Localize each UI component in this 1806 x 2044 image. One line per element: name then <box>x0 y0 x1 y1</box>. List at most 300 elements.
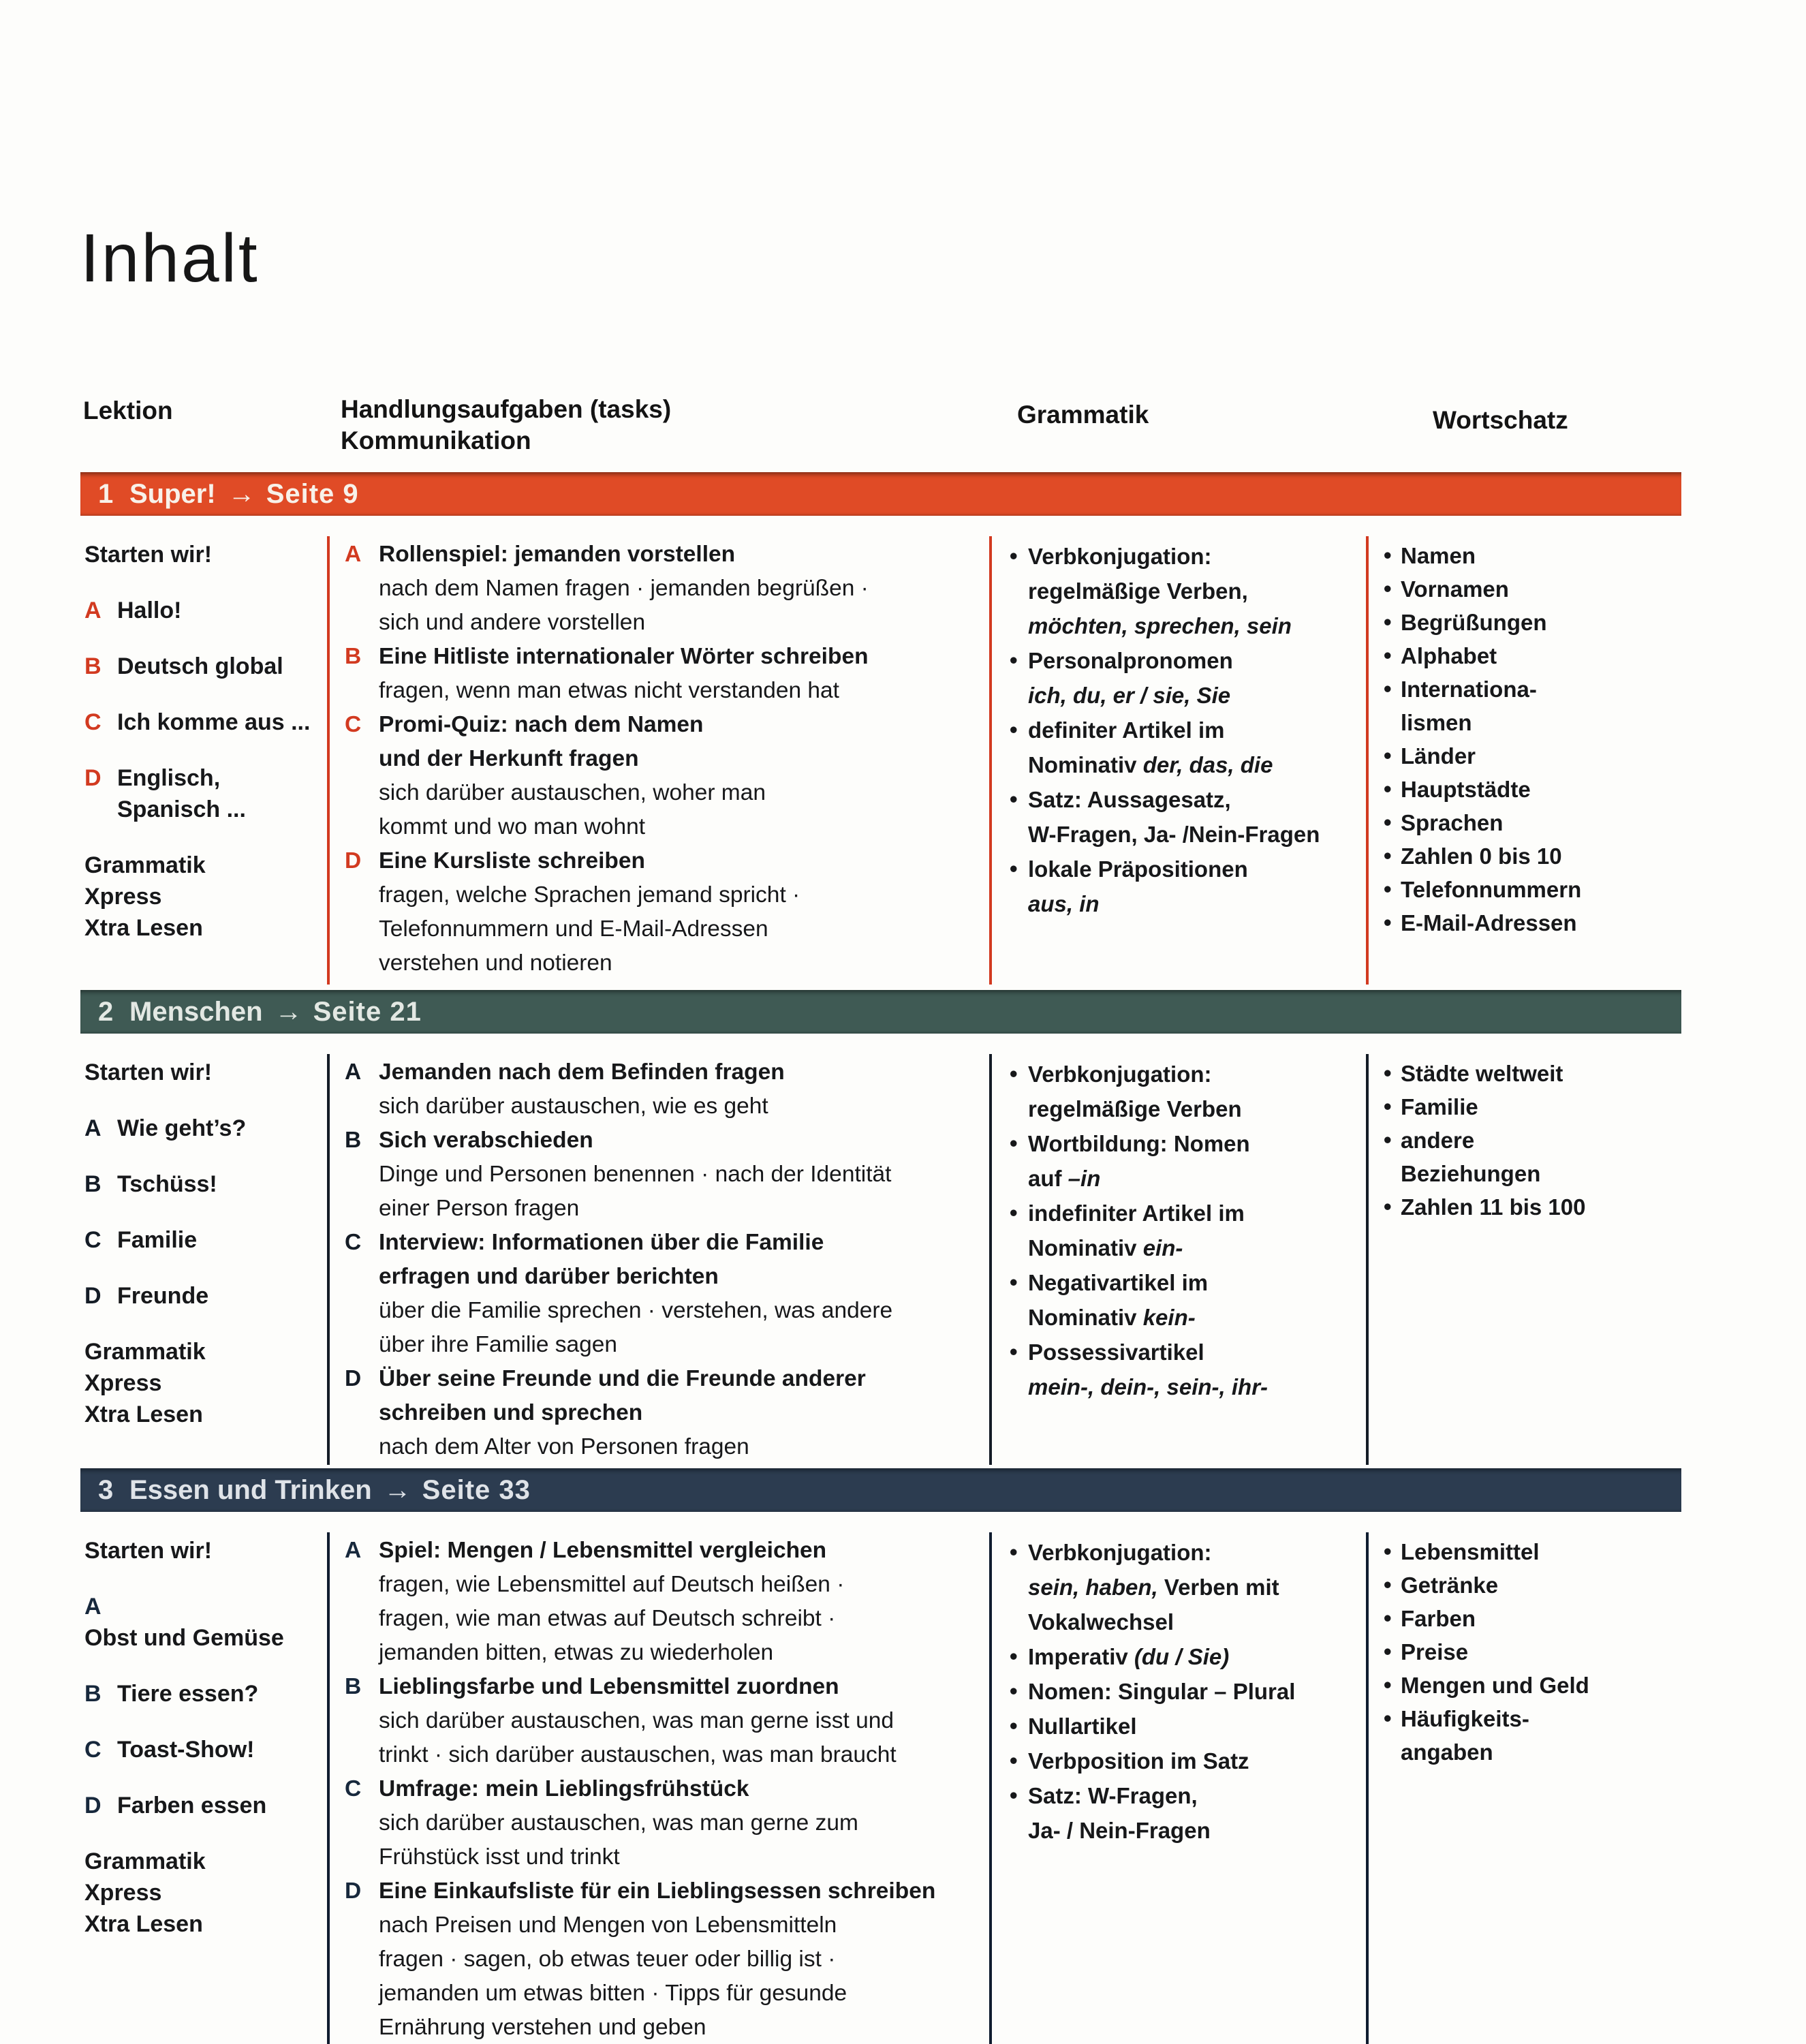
wortschatz-item <box>1384 906 1679 940</box>
bullet-icon: • <box>1010 786 1018 811</box>
wortschatz-line: Begrüßungen <box>1401 610 1547 635</box>
bullet-icon: • <box>1384 642 1392 668</box>
grammatik-item <box>1010 1639 1360 1674</box>
task-line: fragen, wie Lebensmittel auf Deutsch heißen · <box>379 1572 845 1597</box>
wortschatz-item <box>1384 1669 1679 1702</box>
task-letter: C <box>345 1776 362 1801</box>
bullet-icon: • <box>1010 1061 1018 1086</box>
lektion-label: Starten wir! <box>84 1059 213 1085</box>
lektion-item <box>84 1336 316 1430</box>
lektion-letter: B <box>84 653 102 679</box>
task-letter: D <box>345 1878 362 1904</box>
task-item <box>345 1670 982 1772</box>
bullet-icon: • <box>1010 1130 1018 1156</box>
task-letter: A <box>345 1059 362 1085</box>
task-letter: A <box>345 542 362 567</box>
grammatik-line <box>1028 782 1360 817</box>
grammatik-line <box>1028 1091 1360 1126</box>
grammatik-line <box>1028 852 1360 886</box>
grammatik-item <box>1010 1057 1360 1126</box>
section-grid <box>80 1512 1681 2044</box>
grammatik-line <box>1028 539 1360 574</box>
task-line: fragen, wenn man etwas nicht verstanden hat <box>379 678 839 703</box>
task-letter: B <box>345 1128 362 1153</box>
task-line: Interview: Informationen über die Familie <box>379 1230 824 1255</box>
text-segment: Negativartikel im <box>1028 1270 1209 1295</box>
bullet-icon: • <box>1384 843 1392 868</box>
lektion-item <box>84 1591 316 1654</box>
section-number: 3 <box>98 1474 114 1505</box>
wortschatz-line: andere <box>1401 1128 1475 1153</box>
bullet-icon: • <box>1010 1713 1018 1738</box>
column-header-lektion: Lektion <box>83 397 173 424</box>
grammatik-item <box>1010 1196 1360 1265</box>
grammatik-line <box>1028 1570 1360 1605</box>
wortschatz-item <box>1384 773 1679 806</box>
text-segment: Ja- / Nein-Fragen <box>1028 1818 1211 1843</box>
column-header-wortschatz: Wortschatz <box>1433 406 1568 434</box>
wortschatz-item <box>1384 1568 1679 1602</box>
grammatik-column <box>989 1054 1366 1465</box>
lektion-item <box>84 1057 316 1088</box>
lektion-label: Familie <box>117 1227 198 1253</box>
wortschatz-item <box>1384 672 1679 739</box>
wortschatz-line: Häufigkeits- <box>1401 1706 1529 1731</box>
tasks-column <box>327 1532 989 2044</box>
wortschatz-column <box>1366 1054 1681 1465</box>
lektion-item <box>84 1790 316 1821</box>
wortschatz-item <box>1384 1057 1679 1090</box>
lektion-label: Grammatik Xpress Xtra Lesen <box>84 1848 206 1937</box>
wortschatz-item <box>1384 606 1679 639</box>
text-segment: Verbposition im Satz <box>1028 1748 1249 1774</box>
bullet-icon: • <box>1010 1643 1018 1669</box>
bullet-icon: • <box>1384 1538 1392 1564</box>
task-line: sich darüber austauschen, woher man <box>379 780 766 805</box>
wortschatz-line: Preise <box>1401 1639 1469 1664</box>
grammatik-line <box>1028 574 1360 608</box>
lektion-label: Farben essen <box>117 1793 267 1818</box>
lektion-item <box>84 651 316 682</box>
task-line: erfragen und darüber berichten <box>379 1264 719 1289</box>
wortschatz-line: Mengen und Geld <box>1401 1673 1589 1698</box>
bullet-icon: • <box>1384 609 1392 634</box>
grammatik-line <box>1028 643 1360 678</box>
text-segment: Nominativ <box>1028 1305 1143 1330</box>
lektion-item <box>84 539 316 570</box>
grammatik-line <box>1028 886 1360 921</box>
text-segment: Verbkonjugation: <box>1028 1540 1212 1565</box>
grammatik-line <box>1028 1605 1360 1639</box>
wortschatz-line: Vornamen <box>1401 576 1509 602</box>
text-segment: Vokalwechsel <box>1028 1609 1174 1635</box>
bullet-icon: • <box>1384 809 1392 835</box>
section-bar <box>80 472 1681 516</box>
task-line: Dinge und Personen benennen · nach der Identität <box>379 1162 892 1187</box>
tasks-column <box>327 1054 989 1465</box>
wortschatz-line: Internationa- <box>1401 677 1537 702</box>
grammatik-line <box>1028 1335 1360 1369</box>
arrow-icon: → <box>228 478 255 509</box>
lektion-item <box>84 1113 316 1144</box>
grammatik-line <box>1028 817 1360 852</box>
task-item <box>345 1362 982 1464</box>
task-item <box>345 1772 982 1874</box>
section-page: Seite 9 <box>266 478 359 509</box>
lektion-letter: D <box>84 1793 102 1818</box>
wortschatz-item <box>1384 572 1679 606</box>
grammatik-line <box>1028 1639 1360 1674</box>
grammatik-line <box>1028 1674 1360 1709</box>
section-grid <box>80 1034 1681 1465</box>
task-item <box>345 1534 982 1670</box>
lektion-label: Grammatik Xpress Xtra Lesen <box>84 1339 206 1427</box>
grammatik-line <box>1028 747 1360 782</box>
task-line: Umfrage: mein Lieblingsfrühstück <box>379 1776 749 1801</box>
lektion-letter: A <box>84 1594 102 1620</box>
text-segment: Satz: W-Fragen, <box>1028 1783 1198 1808</box>
task-line: jemanden bitten, etwas zu wiederholen <box>379 1640 774 1665</box>
bullet-icon: • <box>1384 1572 1392 1597</box>
bullet-icon: • <box>1384 876 1392 901</box>
bullet-icon: • <box>1010 856 1018 881</box>
lektion-label: Deutsch global <box>117 653 283 679</box>
bullet-icon: • <box>1010 647 1018 672</box>
lektion-label: Grammatik Xpress Xtra Lesen <box>84 852 206 941</box>
lektion-item <box>84 1846 316 1940</box>
lektion-label: Tiere essen? <box>117 1681 259 1707</box>
bullet-icon: • <box>1010 1200 1018 1225</box>
task-line: Sich verabschieden <box>379 1128 593 1153</box>
grammatik-item <box>1010 1778 1360 1848</box>
task-line: Eine Einkaufsliste für ein Lieblingsessen schreiben <box>379 1878 936 1904</box>
bullet-icon: • <box>1010 1269 1018 1295</box>
lektion-item <box>84 595 316 626</box>
text-segment: Personalpronomen <box>1028 648 1233 673</box>
grammatik-item <box>1010 1535 1360 1639</box>
task-line: schreiben und sprechen <box>379 1400 643 1425</box>
text-segment: Nominativ <box>1028 1235 1143 1260</box>
wortschatz-item <box>1384 1190 1679 1224</box>
lektion-label: Hallo! <box>117 598 182 623</box>
lektion-item <box>84 707 316 738</box>
task-item <box>345 1055 982 1124</box>
wortschatz-item <box>1384 739 1679 773</box>
wortschatz-line: Zahlen 11 bis 100 <box>1401 1194 1586 1220</box>
bullet-icon: • <box>1010 1782 1018 1808</box>
task-item <box>345 538 982 640</box>
wortschatz-item <box>1384 1602 1679 1635</box>
lektion-letter: B <box>84 1681 102 1707</box>
bullet-icon: • <box>1010 543 1018 568</box>
wortschatz-line: angaben <box>1401 1739 1493 1765</box>
lektion-column <box>80 1532 327 2044</box>
grammatik-item <box>1010 643 1360 713</box>
text-segment: Verbkonjugation: <box>1028 544 1212 569</box>
task-line: Lieblingsfarbe und Lebensmittel zuordnen <box>379 1674 839 1699</box>
text-segment: indefiniter Artikel im <box>1028 1201 1245 1226</box>
task-line: sich darüber austauschen, was man gerne isst und <box>379 1708 894 1733</box>
wortschatz-column <box>1366 1532 1681 2044</box>
lektion-label: Freunde <box>117 1283 209 1309</box>
task-line: nach dem Namen fragen · jemanden begrüßen · <box>379 576 869 601</box>
section-number: 1 <box>98 478 114 509</box>
arrow-icon: → <box>275 996 302 1027</box>
lektion-label: Toast-Show! <box>117 1737 255 1763</box>
task-line: Rollenspiel: jemanden vorstellen <box>379 542 736 567</box>
wortschatz-line: lismen <box>1401 710 1472 735</box>
bullet-icon: • <box>1010 1339 1018 1364</box>
wortschatz-line: E-Mail-Adressen <box>1401 910 1577 935</box>
grammatik-column <box>989 1532 1366 2044</box>
bullet-icon: • <box>1384 743 1392 768</box>
bullet-icon: • <box>1010 1539 1018 1564</box>
lesson-section <box>80 472 1681 985</box>
task-line: jemanden um etwas bitten · Tipps für gesunde <box>379 1981 847 2006</box>
wortschatz-item <box>1384 839 1679 873</box>
wortschatz-line: Zahlen 0 bis 10 <box>1401 843 1562 869</box>
section-grid <box>80 516 1681 985</box>
bullet-icon: • <box>1384 676 1392 701</box>
task-line: Über seine Freunde und die Freunde anderer <box>379 1366 866 1391</box>
wortschatz-line: Beziehungen <box>1401 1161 1541 1186</box>
task-line: verstehen und notieren <box>379 950 612 976</box>
bullet-icon: • <box>1010 1748 1018 1773</box>
arrow-icon: → <box>384 1474 411 1505</box>
page-title: Inhalt <box>80 220 260 296</box>
bullet-icon: • <box>1010 717 1018 742</box>
lektion-letter: C <box>84 709 102 735</box>
lektion-label: Starten wir! <box>84 542 213 568</box>
task-line: trinkt · sich darüber austauschen, was man braucht <box>379 1742 897 1767</box>
bullet-icon: • <box>1384 1705 1392 1731</box>
lektion-item <box>84 1224 316 1256</box>
grammatik-line <box>1028 1778 1360 1813</box>
wortschatz-item <box>1384 1535 1679 1568</box>
wortschatz-item <box>1384 1090 1679 1124</box>
wortschatz-line: Alphabet <box>1401 643 1497 668</box>
grammatik-line <box>1028 678 1360 713</box>
wortschatz-item <box>1384 639 1679 672</box>
text-segment: Verben mit <box>1164 1575 1279 1600</box>
task-letter: B <box>345 1674 362 1699</box>
task-letter: C <box>345 712 362 737</box>
bullet-icon: • <box>1384 1639 1392 1664</box>
lektion-label: Englisch, Spanisch ... <box>117 765 246 822</box>
lektion-item <box>84 762 316 825</box>
grammatik-line <box>1028 1265 1360 1300</box>
task-line: Frühstück isst und trinkt <box>379 1844 620 1870</box>
task-line: sich darüber austauschen, wie es geht <box>379 1094 768 1119</box>
task-item <box>345 1124 982 1226</box>
lesson-section <box>80 990 1681 1465</box>
bullet-icon: • <box>1384 1127 1392 1152</box>
section-bar <box>80 1468 1681 1512</box>
task-letter: C <box>345 1230 362 1255</box>
grammatik-line <box>1028 1057 1360 1091</box>
text-segment: mein-, dein-, sein-, ihr- <box>1028 1374 1268 1399</box>
bullet-icon: • <box>1384 1194 1392 1219</box>
bullet-icon: • <box>1384 910 1392 935</box>
task-line: über die Familie sprechen · verstehen, was andere <box>379 1298 893 1323</box>
task-letter: D <box>345 1366 362 1391</box>
column-header-grammatik: Grammatik <box>1017 401 1149 429</box>
wortschatz-item <box>1384 1702 1679 1769</box>
section-number: 2 <box>98 996 114 1027</box>
lektion-item <box>84 1535 316 1566</box>
grammatik-line <box>1028 1709 1360 1744</box>
section-page: Seite 33 <box>422 1474 531 1505</box>
text-segment: Imperativ <box>1028 1644 1134 1669</box>
text-segment: definiter Artikel im <box>1028 717 1225 743</box>
task-line: fragen, wie man etwas auf Deutsch schreibt · <box>379 1606 836 1631</box>
grammatik-line <box>1028 1813 1360 1848</box>
lektion-letter: C <box>84 1227 102 1253</box>
text-segment: auf <box>1028 1166 1068 1191</box>
grammatik-line <box>1028 1369 1360 1404</box>
bullet-icon: • <box>1384 1672 1392 1697</box>
text-segment: (du / Sie) <box>1134 1644 1230 1669</box>
text-segment: Satz: Aussagesatz, <box>1028 787 1231 812</box>
bullet-icon: • <box>1384 542 1392 568</box>
grammatik-item <box>1010 539 1360 643</box>
text-segment: der, das, die <box>1142 752 1273 777</box>
task-item <box>345 708 982 844</box>
column-header-tasks <box>341 394 671 456</box>
section-page: Seite 21 <box>313 996 422 1027</box>
wortschatz-line: Hauptstädte <box>1401 777 1531 802</box>
lektion-item <box>84 1678 316 1709</box>
grammatik-line <box>1028 1300 1360 1335</box>
text-segment: möchten, sprechen, sein <box>1028 613 1292 638</box>
task-letter: D <box>345 848 362 873</box>
grammatik-item <box>1010 1744 1360 1778</box>
bullet-icon: • <box>1384 1060 1392 1085</box>
task-line: sich darüber austauschen, was man gerne zum <box>379 1810 858 1836</box>
lektion-letter: A <box>84 1115 102 1141</box>
lektion-column <box>80 1054 327 1465</box>
wortschatz-item <box>1384 539 1679 572</box>
grammatik-line <box>1028 608 1360 643</box>
lektion-item <box>84 1734 316 1765</box>
grammatik-item <box>1010 713 1360 782</box>
wortschatz-line: Lebensmittel <box>1401 1539 1540 1564</box>
grammatik-item <box>1010 1674 1360 1709</box>
wortschatz-column <box>1366 536 1681 985</box>
task-item <box>345 844 982 980</box>
grammatik-line <box>1028 1230 1360 1265</box>
lesson-section <box>80 1468 1681 2044</box>
wortschatz-item <box>1384 873 1679 906</box>
task-line: fragen · sagen, ob etwas teuer oder billig ist · <box>379 1947 836 1972</box>
lektion-letter: A <box>84 598 102 623</box>
section-title: Super! <box>129 478 216 509</box>
text-segment: Wortbildung: Nomen <box>1028 1131 1250 1156</box>
wortschatz-line: Telefonnummern <box>1401 877 1582 902</box>
lektion-letter: D <box>84 765 102 791</box>
task-line: Jemanden nach dem Befinden fragen <box>379 1059 785 1085</box>
grammatik-item <box>1010 1126 1360 1196</box>
text-segment: Verbkonjugation: <box>1028 1062 1212 1087</box>
tasks-column <box>327 536 989 985</box>
task-line: über ihre Familie sagen <box>379 1332 618 1357</box>
wortschatz-line: Familie <box>1401 1094 1478 1119</box>
text-segment: Nominativ <box>1028 752 1143 777</box>
task-line: Spiel: Mengen / Lebensmittel vergleichen <box>379 1538 827 1563</box>
wortschatz-line: Farben <box>1401 1606 1476 1631</box>
wortschatz-line: Länder <box>1401 743 1476 769</box>
lektion-label: Obst und Gemüse <box>84 1625 284 1651</box>
bullet-icon: • <box>1010 1678 1018 1703</box>
text-segment: kein- <box>1142 1305 1196 1330</box>
wortschatz-item <box>1384 1635 1679 1669</box>
grammatik-line <box>1028 1196 1360 1230</box>
wortschatz-item <box>1384 1124 1679 1190</box>
grammatik-item <box>1010 1335 1360 1404</box>
text-segment: regelmäßige Verben <box>1028 1096 1242 1121</box>
task-item <box>345 640 982 708</box>
text-segment: aus, in <box>1028 891 1100 916</box>
grammatik-line <box>1028 1535 1360 1570</box>
lektion-column <box>80 536 327 985</box>
grammatik-line <box>1028 1126 1360 1161</box>
wortschatz-line: Getränke <box>1401 1573 1499 1598</box>
grammatik-item <box>1010 852 1360 921</box>
section-title: Essen und Trinken <box>129 1474 372 1505</box>
column-header-tasks-line2: Kommunikation <box>341 427 531 454</box>
task-line: Telefonnummern und E-Mail-Adressen <box>379 916 768 942</box>
lektion-item <box>84 1168 316 1200</box>
bullet-icon: • <box>1384 776 1392 801</box>
task-line: und der Herkunft fragen <box>379 746 639 771</box>
wortschatz-item <box>1384 806 1679 839</box>
text-segment: Nomen: Singular – Plural <box>1028 1679 1296 1704</box>
text-segment: ein- <box>1142 1235 1183 1260</box>
section-title: Menschen <box>129 996 263 1027</box>
grammatik-item <box>1010 1265 1360 1335</box>
text-segment: sein, haben, <box>1028 1575 1164 1600</box>
grammatik-column <box>989 536 1366 985</box>
text-segment: Possessivartikel <box>1028 1340 1204 1365</box>
task-line: einer Person fragen <box>379 1196 580 1221</box>
section-bar <box>80 990 1681 1034</box>
task-line: sich und andere vorstellen <box>379 610 646 635</box>
text-segment: regelmäßige Verben, <box>1028 578 1248 604</box>
grammatik-line <box>1028 1744 1360 1778</box>
text-segment: W-Fragen, Ja- /Nein-Fragen <box>1028 822 1320 847</box>
lektion-letter: B <box>84 1171 102 1197</box>
lektion-letter: C <box>84 1737 102 1763</box>
grammatik-item <box>1010 782 1360 852</box>
task-line: Promi-Quiz: nach dem Namen <box>379 712 704 737</box>
grammatik-item <box>1010 1709 1360 1744</box>
task-letter: A <box>345 1538 362 1563</box>
wortschatz-line: Sprachen <box>1401 810 1504 835</box>
task-item <box>345 1874 982 2044</box>
task-line: Eine Hitliste internationaler Wörter schreiben <box>379 644 869 669</box>
lektion-item <box>84 1280 316 1312</box>
column-header-tasks-line1: Handlungsaufgaben (tasks) <box>341 395 672 423</box>
text-segment: lokale Präpositionen <box>1028 856 1248 882</box>
bullet-icon: • <box>1384 1605 1392 1630</box>
wortschatz-line: Städte weltweit <box>1401 1061 1563 1086</box>
task-line: nach Preisen und Mengen von Lebensmitteln <box>379 1913 837 1938</box>
task-line: Ernährung verstehen und geben <box>379 2015 706 2040</box>
task-line: nach dem Alter von Personen fragen <box>379 1434 749 1459</box>
lektion-label: Ich komme aus ... <box>117 709 311 735</box>
bullet-icon: • <box>1384 576 1392 601</box>
task-item <box>345 1226 982 1362</box>
